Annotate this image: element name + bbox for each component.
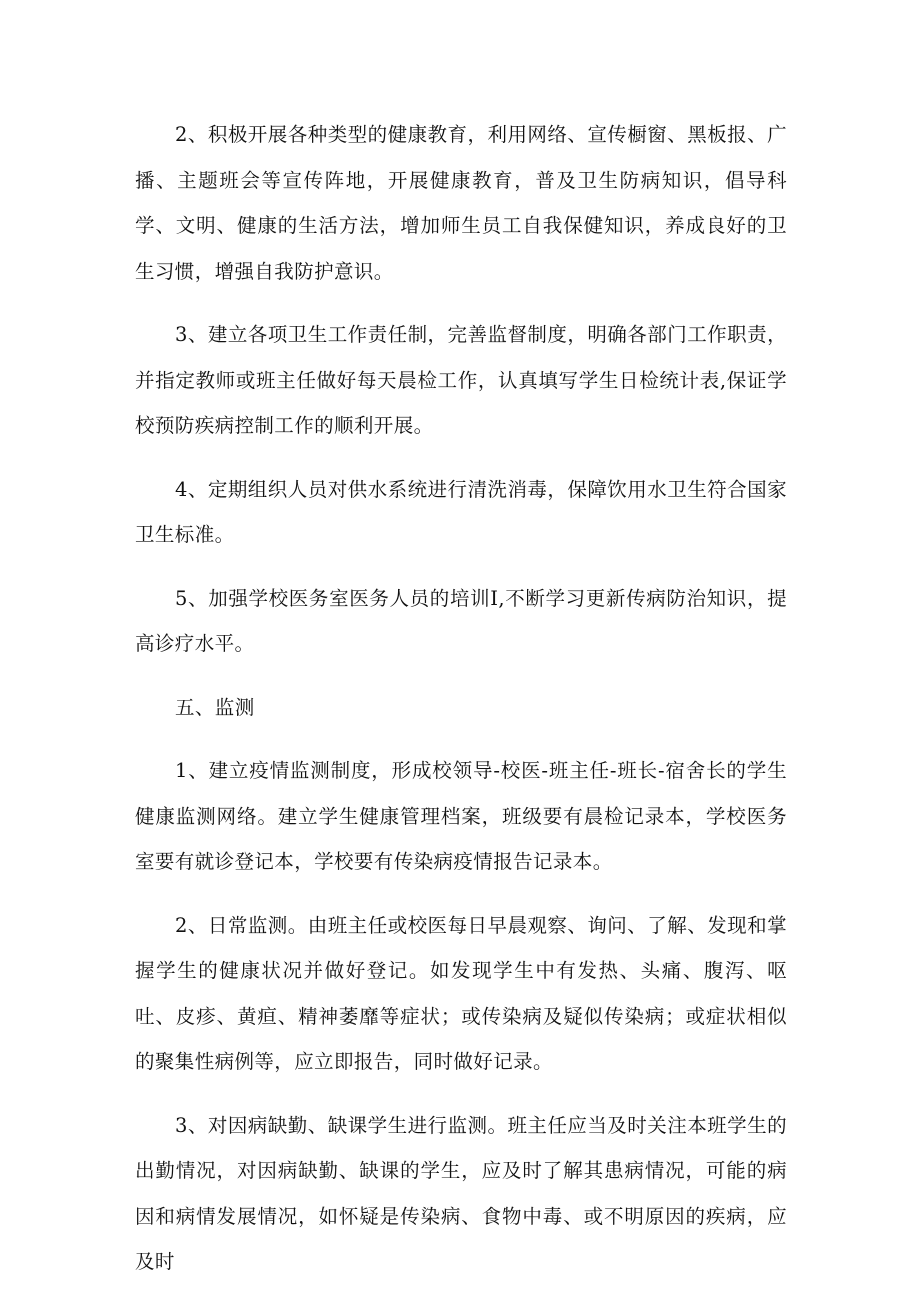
- paragraph-item-2: 2、积极开展各种类型的健康教育，利用网络、宣传橱窗、黑板报、广播、主题班会等宣传阵地，开展健康教育，普及卫生防病知识，倡导科学、文明、健康的生活方法，增加师生员工自我保健知识，养成良好的卫生习惯，增强自我防护意识。: [135, 123, 787, 283]
- monitoring-item-2: 2、日常监测。由班主任或校医每日早晨观察、询问、了解、发现和掌握学生的健康状况并做好登记。如发现学生中有发热、头痛、腹泻、呕吐、皮疹、黄疸、精神萎靡等症状；或传染病及疑似传染病；或症状相似的聚集性病例等，应立即报告，同时做好记录。: [135, 913, 787, 1073]
- monitoring-item-3: 3、对因病缺勤、缺课学生进行监测。班主任应当及时关注本班学生的出勤情况，对因病缺勤、缺课的学生，应及时了解其患病情况，可能的病因和病情发展情况，如怀疑是传染病、食物中毒、或不明原因的疾病，应及时: [135, 1113, 787, 1273]
- section-heading-monitoring: 五、监测: [175, 695, 255, 719]
- paragraph-item-3: 3、建立各项卫生工作责任制，完善监督制度，明确各部门工作职责，并指定教师或班主任做好每天晨检工作，认真填写学生日检统计表,保证学校预防疾病控制工作的顺利开展。: [135, 323, 787, 437]
- paragraph-item-4: 4、定期组织人员对供水系统进行清洗消毒，保障饮用水卫生符合国家卫生标准。: [135, 477, 787, 546]
- paragraph-item-5: 5、加强学校医务室医务人员的培训I,不断学习更新传病防治知识，提高诊疗水平。: [135, 586, 787, 655]
- monitoring-item-1: 1、建立疫情监测制度，形成校领导-校医-班主任-班长-宿舍长的学生健康监测网络。建立学生健康管理档案，班级要有晨检记录本，学校医务室要有就诊登记本，学校要有传染病疫情报告记录本。: [135, 759, 787, 873]
- document-body: [135, 112, 787, 1303]
